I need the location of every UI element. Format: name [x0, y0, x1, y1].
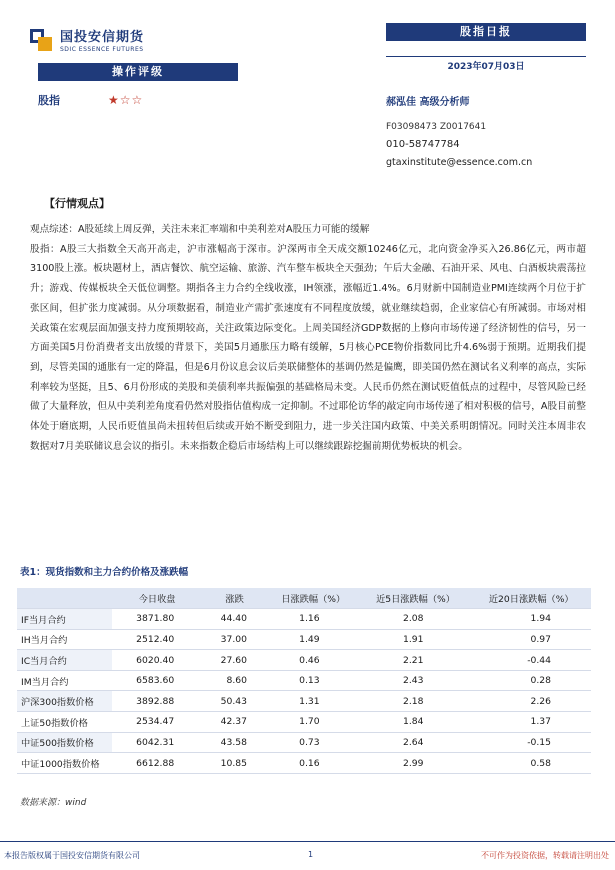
table-cell: 43.58	[202, 732, 267, 753]
table-row	[17, 629, 591, 650]
detail-paragraph: 股指：A股三大指数全天高开高走，沪市涨幅高于深市。沪深两市全天成交额10246亿元，北向资金净买入26.86亿元，两市超3100股上涨。板块题材上，酒店餐饮、航空运输、旅游、汽车整车板块全天强劲；午后大金融、石油开采、风电、白酒板块震荡拉升；游戏、传媒板块全天低位调整。期指各主力合约全线收涨，IH领涨，涨幅近1.4%。6月财新中国制造业PMI连续两个月位于扩张区间，但扩张力度减弱。从分项数据看，制造业产需扩张速度有不同程度放缓，就业继续趋弱，企业家信心有所减弱。市场对相关政策在宏观层面加强支持力度预期较高，关注政策边际变化。上周美国经济GDP数据的上修向市场传递了经济韧性的信号，另一方面美国5月份消费者支出放缓的背景下，美国5月通胀压力略有缓解，5月核心PCE物价指数同比升4.6%弱于预期。近期我们提到，尽管美国的通胀有一定的降温，但是6月份议息会议后美联储整体的基调仍然是偏鹰，即美国仍然在测试名义利率的高点，实际利率较为坚挺，且5、6月份形成的美股和美债利率共振偏强的基础格局未变。人民币仍然在测试贬值低点的过程中，尽管风险已经做了大量释放，但从中美利差角度看仍然对股指估值构成一定抑制。不过耶伦访华的敲定向市场传递了相对积极的信号，A股目前整体处于磨底期，人民币贬值虽尚未扭转但后续或开始不断受到阻力，进一步关注国内政策、中美关系明朗情况。同时关注本周非农数据对7月美联储议息会议的指引。未来指数企稳后市场结构上可以继续跟踪挖掘前期优势板块的机会。	[30, 243, 586, 452]
table-cell: 27.60	[202, 650, 267, 671]
table-cell: 42.37	[202, 712, 267, 733]
table-header-cell: 近20日涨跌幅（%）	[472, 588, 592, 609]
table-row	[17, 670, 591, 691]
table-cell: 2512.40	[112, 629, 202, 650]
table-cell: 6583.60	[112, 670, 202, 691]
table-cell: -0.15	[472, 732, 592, 753]
analyst-block	[386, 93, 532, 168]
row-label: 中证500指数价格	[17, 732, 112, 753]
company-logo	[30, 26, 144, 53]
table-cell: 2.08	[360, 609, 472, 630]
table-cell: 2.21	[360, 650, 472, 671]
table-cell: 0.97	[472, 629, 592, 650]
rating-stars-icon: ★☆☆	[108, 93, 144, 107]
table-cell: 2.26	[472, 691, 592, 712]
table-cell: 0.28	[472, 670, 592, 691]
price-table	[17, 588, 591, 774]
table-row	[17, 609, 591, 630]
table-cell: 1.94	[472, 609, 592, 630]
table-cell: 50.43	[202, 691, 267, 712]
company-name-en: SDIC ESSENCE FUTURES	[60, 46, 144, 53]
analyst-email[interactable]: gtaxinstitute@essence.com.cn	[386, 157, 533, 168]
table-cell: 1.16	[267, 609, 360, 630]
table-cell: 1.91	[360, 629, 472, 650]
data-source: 数据来源：wind	[20, 798, 87, 808]
report-date: 2023年07月03日	[386, 56, 586, 72]
row-label: 上证50指数价格	[17, 712, 112, 733]
table-cell: 44.40	[202, 609, 267, 630]
table-cell: 8.60	[202, 670, 267, 691]
row-label: 沪深300指数价格	[17, 691, 112, 712]
footer-disclaimer: 不可作为投资依据，转载请注明出处	[481, 851, 609, 860]
table-row	[17, 753, 591, 774]
table-cell: -0.44	[472, 650, 592, 671]
table-cell: 2.18	[360, 691, 472, 712]
table-cell: 6612.88	[112, 753, 202, 774]
row-label: 中证1000指数价格	[17, 753, 112, 774]
rating-banner: 操作评级	[38, 63, 238, 81]
table-cell: 10.85	[202, 753, 267, 774]
table-header-cell: 日涨跌幅（%）	[267, 588, 360, 609]
table-header-cell: 近5日涨跌幅（%）	[360, 588, 472, 609]
table-cell: 3892.88	[112, 691, 202, 712]
table-row	[17, 650, 591, 671]
analyst-phone: 010-58747784	[386, 139, 460, 150]
table-cell: 1.49	[267, 629, 360, 650]
table-cell: 2534.47	[112, 712, 202, 733]
footer-copyright: 本报告版权属于国投安信期货有限公司	[4, 851, 140, 860]
row-label: IC当月合约	[17, 650, 112, 671]
table-cell: 0.73	[267, 732, 360, 753]
table-cell: 6042.31	[112, 732, 202, 753]
analyst-name: 郝泓佳 高级分析师	[386, 97, 470, 108]
table-cell: 3871.80	[112, 609, 202, 630]
table-row	[17, 732, 591, 753]
row-label: IM当月合约	[17, 670, 112, 691]
table-header-row	[17, 588, 591, 609]
table-cell: 1.37	[472, 712, 592, 733]
table-header-cell: 今日收盘	[112, 588, 202, 609]
row-label: IF当月合约	[17, 609, 112, 630]
table-cell: 0.46	[267, 650, 360, 671]
table-cell: 0.13	[267, 670, 360, 691]
table-cell: 0.58	[472, 753, 592, 774]
body-text	[30, 220, 586, 456]
table-cell: 0.16	[267, 753, 360, 774]
report-type-banner: 股指日报	[386, 23, 586, 41]
table-header-cell	[17, 588, 112, 609]
logo-icon	[30, 29, 52, 51]
table-cell: 2.64	[360, 732, 472, 753]
rating-label: 股指	[38, 94, 60, 107]
table-header-cell: 涨跌	[202, 588, 267, 609]
table-caption: 表1：现货指数和主力合约价格及涨跌幅	[20, 567, 189, 578]
table-row	[17, 691, 591, 712]
company-name-cn: 国投安信期货	[60, 30, 145, 45]
rating-row	[38, 92, 143, 108]
table-cell: 1.84	[360, 712, 472, 733]
analyst-license: F03098473 Z0017641	[386, 122, 487, 132]
section-title: 【行情观点】	[44, 197, 110, 210]
table-cell: 6020.40	[112, 650, 202, 671]
table-cell: 1.70	[267, 712, 360, 733]
footer-divider	[0, 841, 615, 842]
table-row	[17, 712, 591, 733]
table-cell: 2.43	[360, 670, 472, 691]
page-number: 1	[308, 850, 314, 859]
table-cell: 2.99	[360, 753, 472, 774]
row-label: IH当月合约	[17, 629, 112, 650]
summary-paragraph: 观点综述：A股延续上周反弹，关注未来汇率端和中美利差对A股压力可能的缓解	[30, 224, 370, 235]
table-cell: 1.31	[267, 691, 360, 712]
table-cell: 37.00	[202, 629, 267, 650]
